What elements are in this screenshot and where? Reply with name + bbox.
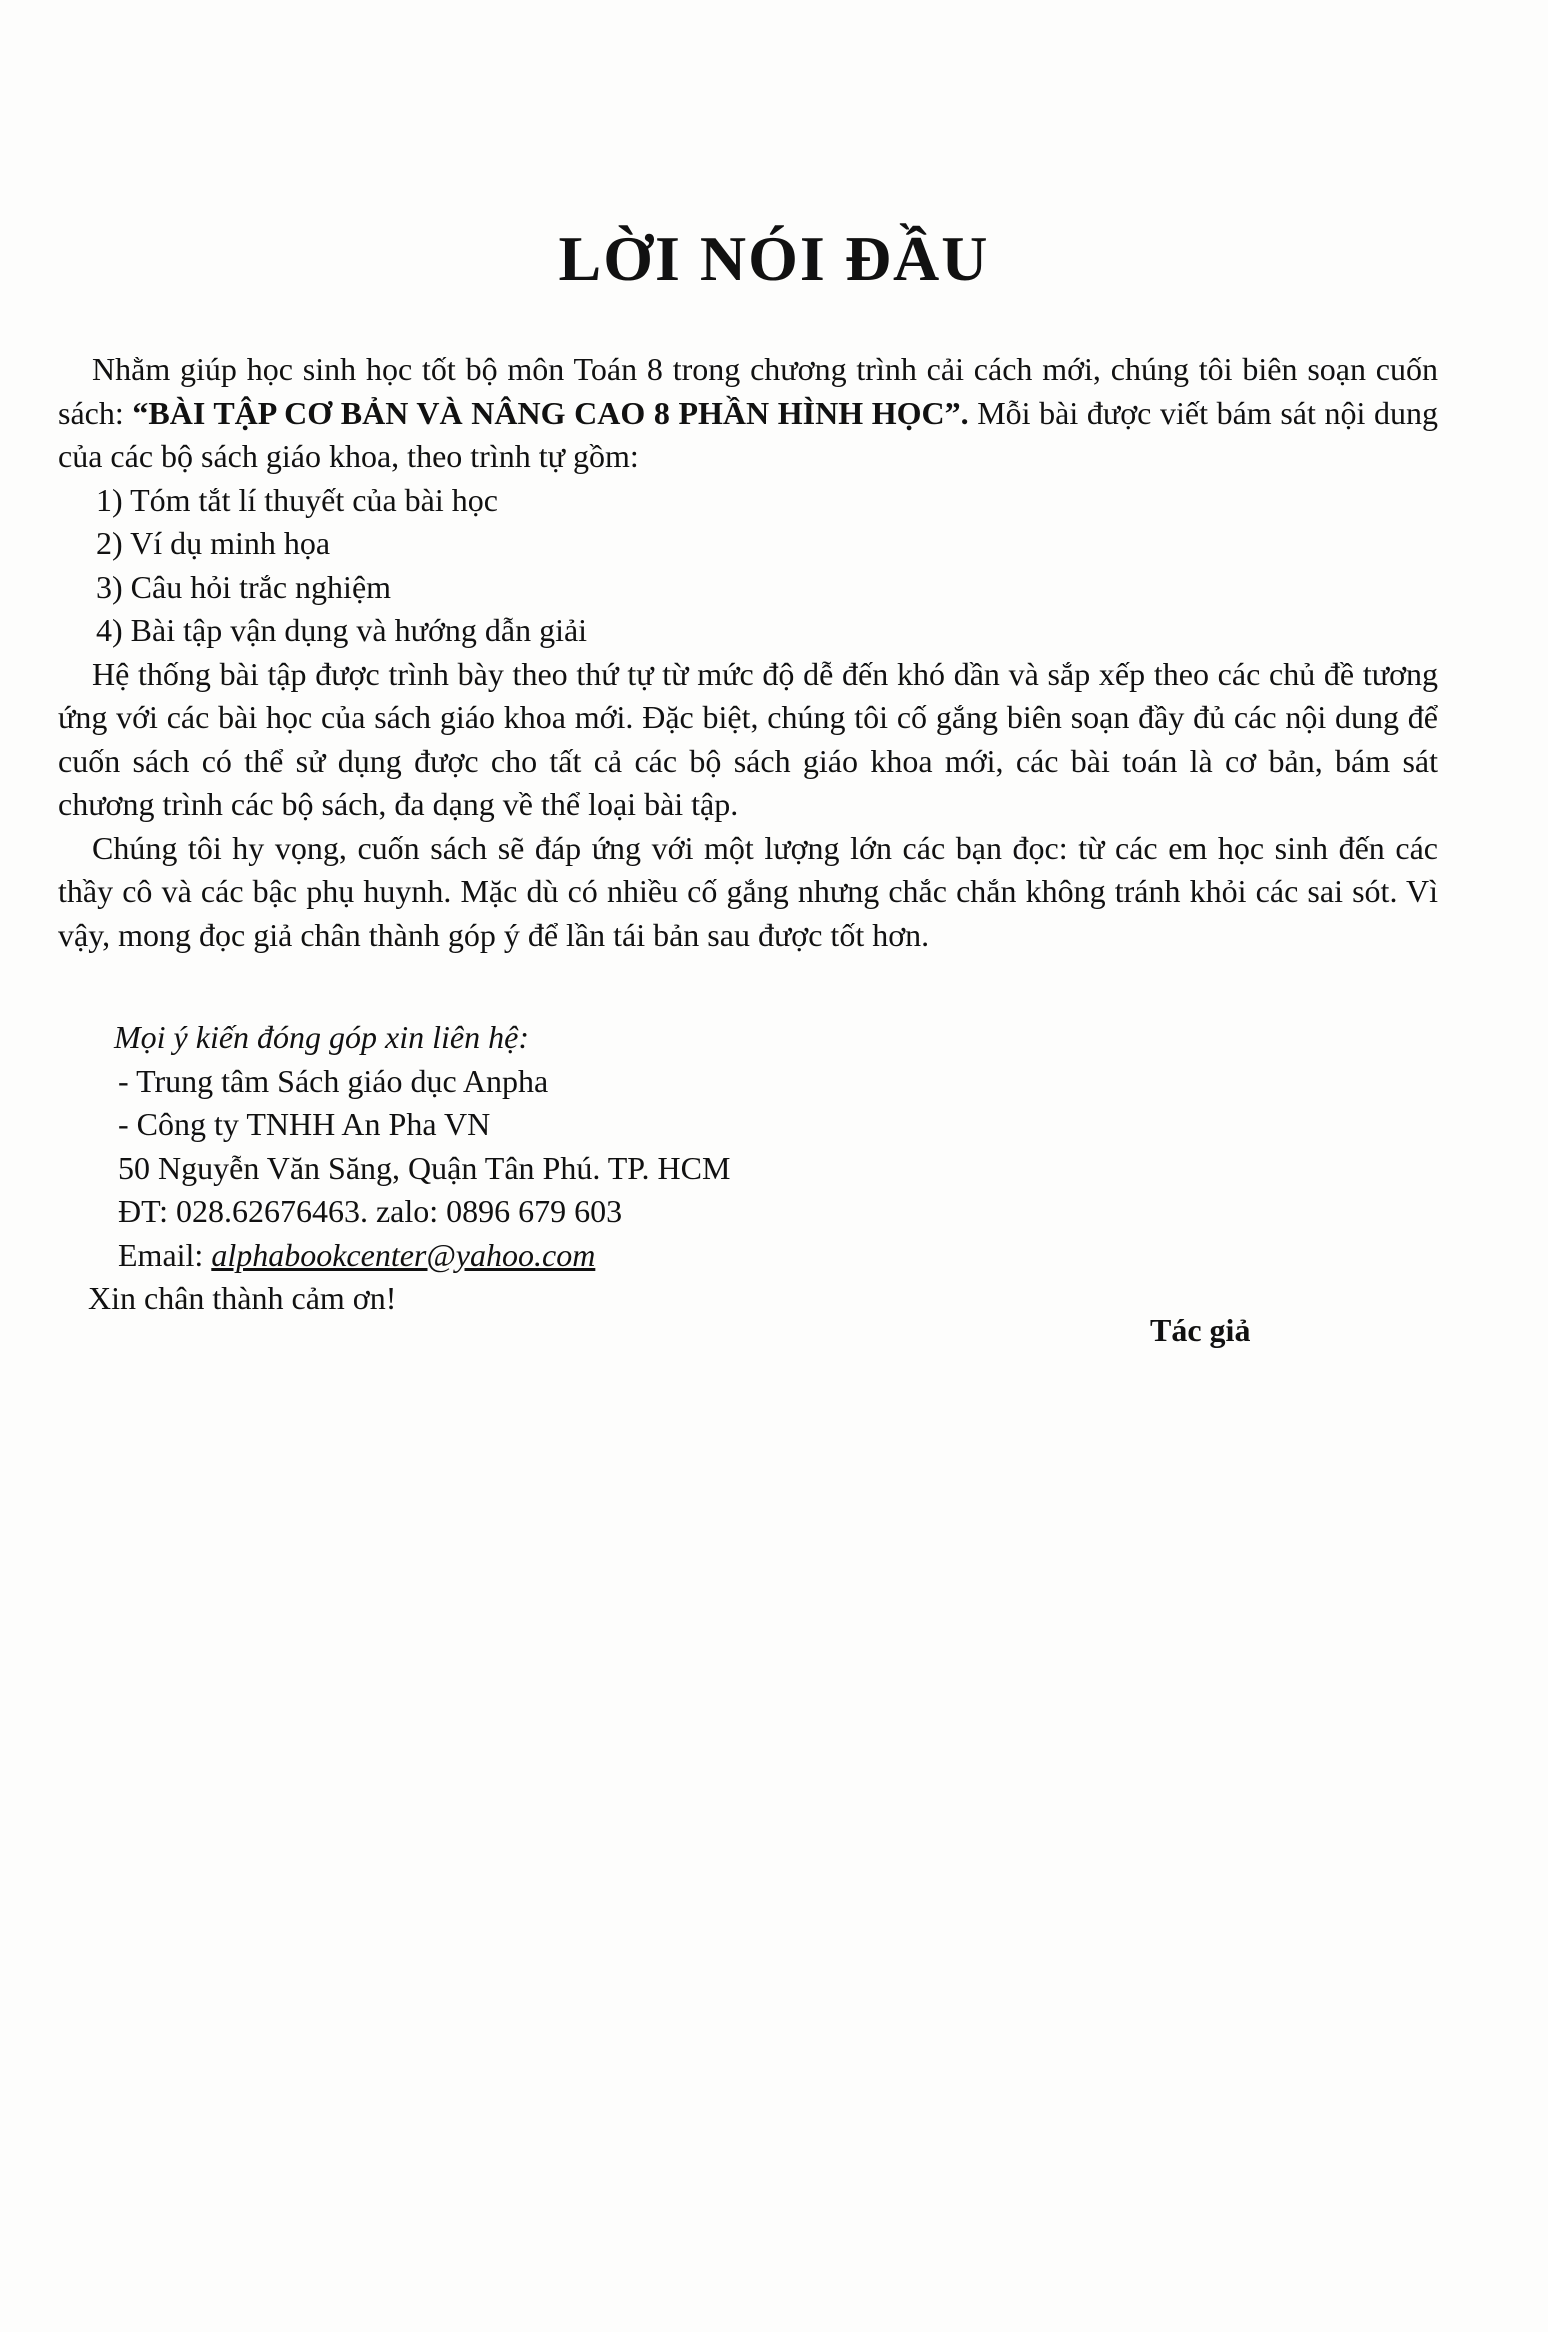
hope-paragraph: Chúng tôi hy vọng, cuốn sách sẽ đáp ứng với một lượng lớn các bạn đọc: từ các em học sinh đến các thầy cô và các bậc phụ huynh. Mặc dù có nhiều cố gắng nhưng chắc chắn không tránh khỏi các sai sót. Vì vậy, mong đọc giả chân thành góp ý để lần tái bản sau được tốt hơn. <box>58 829 1438 953</box>
thanks-line: Xin chân thành cảm ơn! <box>88 1280 397 1316</box>
page-title: LỜI NÓI ĐẦU <box>558 223 990 294</box>
list-item: 3) Câu hỏi trắc nghiệm <box>96 568 392 605</box>
preface-body <box>58 348 1438 957</box>
email-link[interactable]: alphabookcenter@yahoo.com <box>211 1236 596 1273</box>
contact-org-2: - Công ty TNHH An Pha VN <box>118 1106 491 1142</box>
structure-list <box>58 479 1438 653</box>
contact-heading: Mọi ý kiến đóng góp xin liên hệ: <box>114 1019 529 1055</box>
list-item: 1) Tóm tắt lí thuyết của bài học <box>96 481 498 518</box>
contact-org-1: - Trung tâm Sách giáo dục Anpha <box>118 1062 549 1099</box>
contact-email <box>58 1234 1438 1278</box>
list-item: 2) Ví dụ minh họa <box>96 525 331 561</box>
system-paragraph: Hệ thống bài tập được trình bày theo thứ tự từ mức độ dễ đến khó dần và sắp xếp theo các chủ đề tương ứng với các bài học của sách giáo khoa mới. Đặc biệt, chúng tôi cố gắng biên soạn đầy đủ các nội dung để cuốn sách có thể sử dụng được cho tất cả các bộ sách giáo khoa mới, các bài toán là cơ bản, bám sát chương trình các bộ sách, đa dạng về thể loại bài tập. <box>58 655 1438 822</box>
intro-paragraph <box>58 348 1438 479</box>
email-label: Email: <box>118 1236 212 1273</box>
intro-prefix: Nhằm giúp học sinh học tốt bộ môn Toán 8 trong chương trình cải cách mới, chúng tôi biên soạn cuốn sách: <box>58 351 1438 431</box>
contact-block <box>58 1016 1438 1321</box>
intro-suffix: Mỗi bài được viết bám sát nội dung của các bộ sách giáo khoa, theo trình tự gồm: <box>58 394 1439 474</box>
book-title: “BÀI TẬP CƠ BẢN VÀ NÂNG CAO 8 PHẦN HÌNH HỌC”. <box>132 394 969 431</box>
author-signature: Tác giả <box>1150 1312 1251 1348</box>
contact-address: 50 Nguyễn Văn Săng, Quận Tân Phú. TP. HCM <box>118 1149 731 1186</box>
contact-phone: ĐT: 028.62676463. zalo: 0896 679 603 <box>118 1193 623 1229</box>
list-item: 4) Bài tập vận dụng và hướng dẫn giải <box>96 612 588 648</box>
